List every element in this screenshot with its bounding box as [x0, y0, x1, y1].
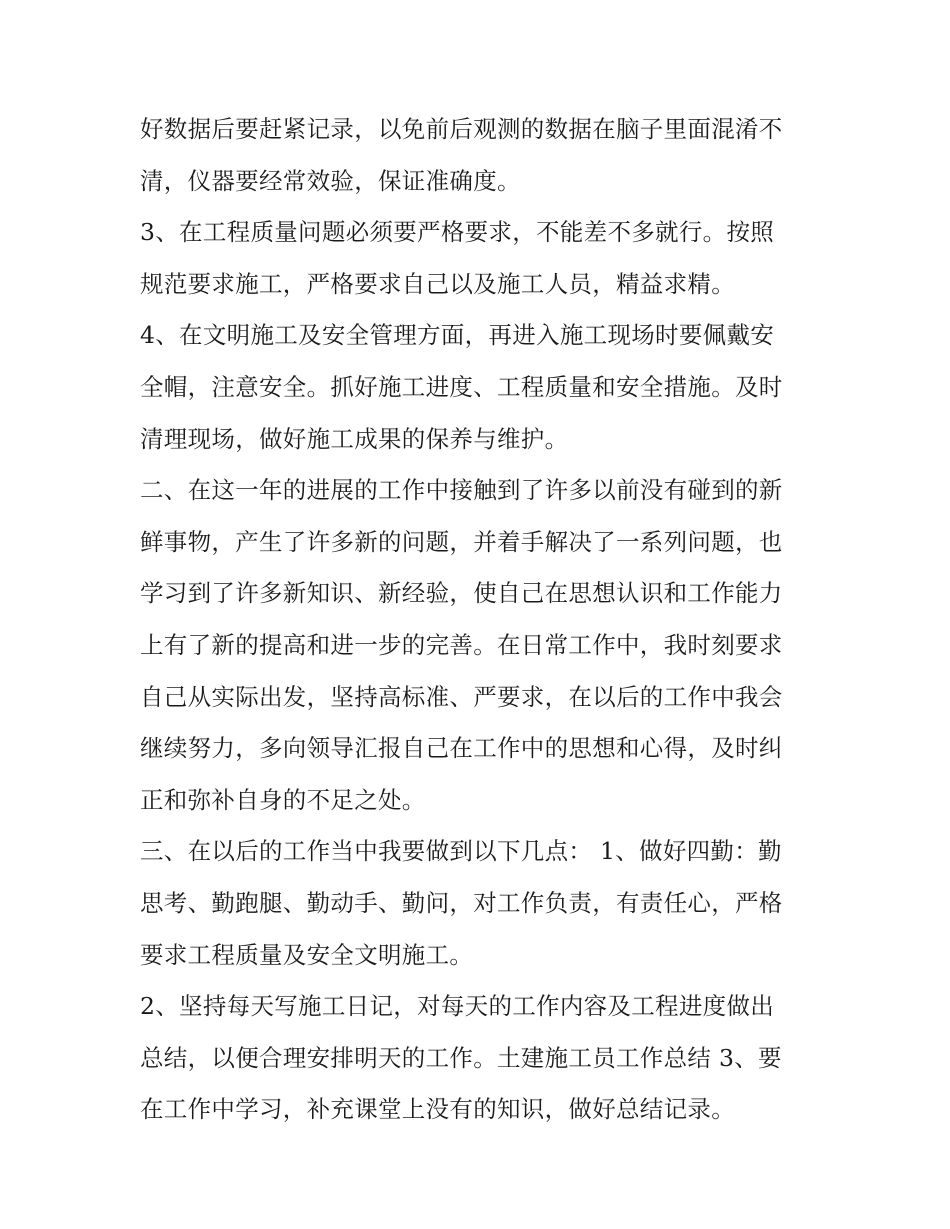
- text-line: 鲜事物，产生了许多新的问题，并着手解决了一系列问题，也: [140, 527, 783, 556]
- text-line: 二、在这一年的进展的工作中接触到了许多以前没有碰到的新: [140, 476, 783, 505]
- text-line: 总结，以便合理安排明天的工作。土建施工员工作总结 3、要: [140, 1043, 782, 1072]
- text-line: 在工作中学习，补充课堂上没有的知识，做好总结记录。: [140, 1095, 735, 1124]
- text-line: 2、坚持每天写施工日记，对每天的工作内容及工程进度做出: [140, 992, 775, 1021]
- text-line: 上有了新的提高和进一步的完善。在日常工作中，我时刻要求: [140, 630, 783, 659]
- text-line: 要求工程质量及安全文明施工。: [140, 940, 474, 969]
- text-line: 自己从实际出发，坚持高标准、严要求，在以后的工作中我会: [140, 682, 783, 711]
- text-line: 学习到了许多新知识、新经验，使自己在思想认识和工作能力: [140, 579, 783, 608]
- text-line: 思考、勤跑腿、勤动手、勤问，对工作负责，有责任心，严格: [140, 888, 783, 917]
- text-line: 全帽，注意安全。抓好施工进度、工程质量和安全措施。及时: [140, 372, 783, 401]
- text-line: 继续努力，多向领导汇报自己在工作中的思想和心得，及时纠: [140, 734, 783, 763]
- text-line: 规范要求施工，严格要求自己以及施工人员，精益求精。: [140, 269, 735, 298]
- text-line: 清理现场，做好施工成果的保养与维护。: [140, 424, 569, 453]
- text-line: 正和弥补自身的不足之处。: [140, 785, 426, 814]
- text-line: 好数据后要赶紧记录，以免前后观测的数据在脑子里面混淆不: [140, 115, 783, 143]
- document-body: [140, 104, 820, 1136]
- text-line: 3、在工程质量问题必须要严格要求，不能差不多就行。按照: [140, 218, 775, 247]
- text-line: 三、在以后的工作当中我要做到以下几点： 1、做好四勤：勤: [140, 837, 782, 866]
- text-line: 4、在文明施工及安全管理方面，再进入施工现场时要佩戴安: [140, 321, 775, 350]
- text-line: 清，仪器要经常效验，保证准确度。: [140, 166, 521, 195]
